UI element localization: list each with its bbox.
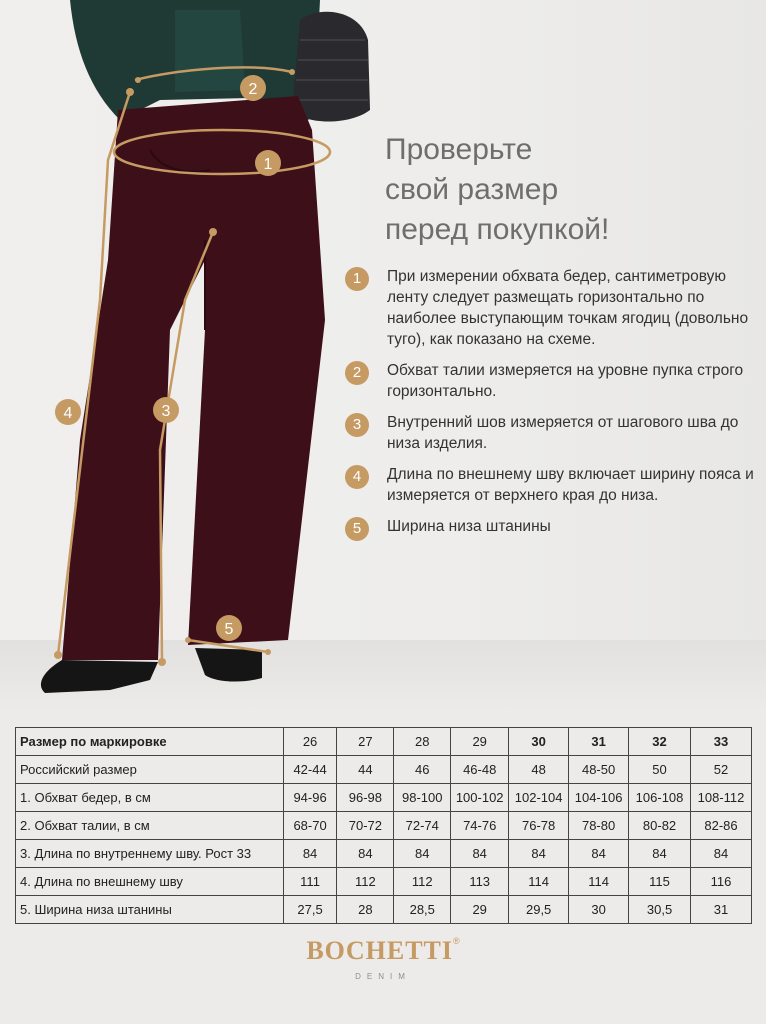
size-27: 27 (337, 728, 394, 756)
table-cell: 72-74 (394, 812, 451, 840)
table-cell: 84 (283, 840, 337, 868)
table-cell: 29 (451, 896, 509, 924)
row-label: 5. Ширина низа штанины (16, 896, 284, 924)
table-cell: 48 (509, 756, 569, 784)
left-boot (41, 660, 158, 693)
table-cell: 78-80 (569, 812, 629, 840)
diagram-marker-4: 4 (63, 405, 73, 422)
size-table (15, 727, 752, 924)
table-cell: 44 (337, 756, 394, 784)
registered-mark: ® (453, 936, 460, 946)
size-30: 30 (509, 728, 569, 756)
headline-line-1: Проверьте (385, 133, 533, 166)
size-26: 26 (283, 728, 337, 756)
brand-logo (0, 936, 766, 981)
size-32: 32 (629, 728, 691, 756)
sweater-cuff (175, 10, 245, 92)
table-cell: 116 (691, 868, 752, 896)
step-2-number: 2 (345, 361, 369, 385)
table-cell: 94-96 (283, 784, 337, 812)
step-3-number: 3 (345, 413, 369, 437)
diagram-marker-1: 1 (263, 156, 273, 173)
table-cell: 80-82 (629, 812, 691, 840)
table-cell: 42-44 (283, 756, 337, 784)
brand-subtitle: DENIM (355, 972, 411, 981)
table-cell: 29,5 (509, 896, 569, 924)
headline-line-3: перед покупкой! (385, 213, 610, 246)
table-cell: 31 (691, 896, 752, 924)
size-33: 33 (691, 728, 752, 756)
step-3 (345, 412, 757, 454)
table-cell: 84 (569, 840, 629, 868)
table-row (16, 756, 752, 784)
table-cell: 106-108 (629, 784, 691, 812)
table-cell: 76-78 (509, 812, 569, 840)
table-header-row (16, 728, 752, 756)
row-label: 4. Длина по внешнему шву (16, 868, 284, 896)
brand-name: BOCHETTI (306, 936, 454, 965)
table-cell: 48-50 (569, 756, 629, 784)
step-4-number: 4 (345, 465, 369, 489)
step-5-number: 5 (345, 517, 369, 541)
table-cell: 50 (629, 756, 691, 784)
table-cell: 102-104 (509, 784, 569, 812)
table-cell: 114 (569, 868, 629, 896)
headline (385, 130, 609, 250)
step-2 (345, 360, 757, 402)
measurement-steps (345, 266, 757, 551)
table-cell: 74-76 (451, 812, 509, 840)
step-1-number: 1 (345, 267, 369, 291)
table-cell: 111 (283, 868, 337, 896)
step-5-text: Ширина низа штанины (387, 518, 551, 535)
table-cell: 114 (509, 868, 569, 896)
step-5 (345, 516, 757, 541)
pants (62, 96, 325, 660)
table-row (16, 896, 752, 924)
table-cell: 115 (629, 868, 691, 896)
table-cell: 84 (394, 840, 451, 868)
diagram-marker-2: 2 (248, 81, 258, 98)
size-28: 28 (394, 728, 451, 756)
table-cell: 28,5 (394, 896, 451, 924)
table-cell: 84 (691, 840, 752, 868)
table-cell: 112 (394, 868, 451, 896)
table-cell: 84 (629, 840, 691, 868)
step-4 (345, 464, 757, 506)
table-cell: 70-72 (337, 812, 394, 840)
table-row (16, 812, 752, 840)
table-row (16, 784, 752, 812)
table-row (16, 840, 752, 868)
step-4-text: Длина по внешнему шву включает ширину пояса и измеряется от верхнего края до низа. (387, 466, 754, 504)
row-label: 3. Длина по внутреннему шву. Рост 33 (16, 840, 284, 868)
table-cell: 113 (451, 868, 509, 896)
table-cell: 46 (394, 756, 451, 784)
table-cell: 104-106 (569, 784, 629, 812)
step-3-text: Внутренний шов измеряется от шагового шва до низа изделия. (387, 414, 739, 452)
table-cell: 68-70 (283, 812, 337, 840)
table-cell: 84 (337, 840, 394, 868)
size-31: 31 (569, 728, 629, 756)
diagram-marker-5: 5 (224, 621, 234, 638)
table-cell: 30,5 (629, 896, 691, 924)
table-cell: 108-112 (691, 784, 752, 812)
right-boot (195, 648, 262, 682)
table-cell: 84 (451, 840, 509, 868)
row-label: 1. Обхват бедер, в см (16, 784, 284, 812)
table-cell: 100-102 (451, 784, 509, 812)
diagram-marker-3: 3 (161, 403, 171, 420)
step-2-text: Обхват талии измеряется на уровне пупка строго горизонтально. (387, 362, 744, 400)
table-cell: 96-98 (337, 784, 394, 812)
table-cell: 82-86 (691, 812, 752, 840)
table-cell: 112 (337, 868, 394, 896)
table-cell: 52 (691, 756, 752, 784)
table-header-label: Размер по маркировке (16, 728, 284, 756)
table-cell: 27,5 (283, 896, 337, 924)
table-cell: 84 (509, 840, 569, 868)
table-cell: 98-100 (394, 784, 451, 812)
size-29: 29 (451, 728, 509, 756)
row-label: 2. Обхват талии, в см (16, 812, 284, 840)
table-cell: 46-48 (451, 756, 509, 784)
table-cell: 28 (337, 896, 394, 924)
step-1 (345, 266, 757, 350)
table-cell: 30 (569, 896, 629, 924)
handbag (292, 12, 370, 122)
step-1-text: При измерении обхвата бедер, сантиметровую ленту следует размещать горизонтально по наиболее выступающим точкам ягодиц (довольно туго), как показано на схеме. (387, 268, 749, 348)
row-label: Российский размер (16, 756, 284, 784)
table-row (16, 868, 752, 896)
headline-line-2: свой размер (385, 173, 559, 206)
